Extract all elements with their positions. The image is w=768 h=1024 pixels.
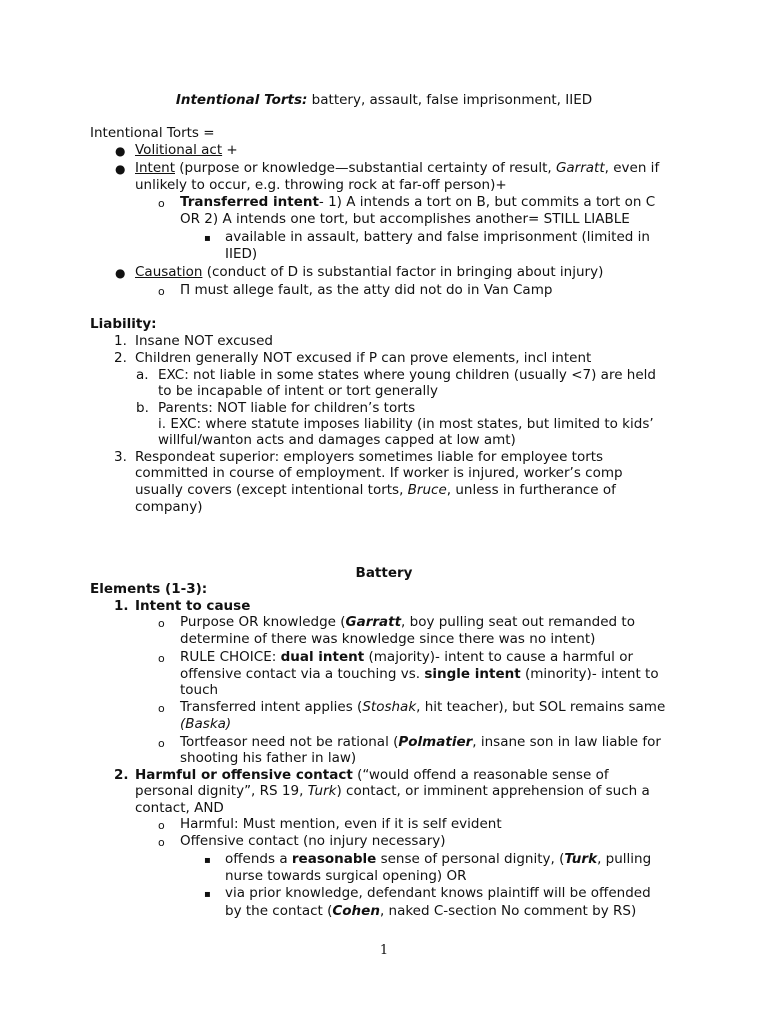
rule-text: RULE CHOICE:	[180, 649, 281, 665]
list-number: 2.	[114, 350, 127, 366]
page-number: 1	[379, 943, 389, 958]
case-name: Turk	[564, 851, 598, 867]
list-item-prior-knowledge: via prior knowledge, defendant knows plaintiff will be offended	[225, 885, 651, 901]
elements-heading-text: Elements (1-3):	[90, 581, 208, 597]
number-text: 2.	[114, 767, 129, 783]
harmful-contact-text: (“would offend a reasonable sense of	[352, 767, 609, 783]
element-harmful-contact	[135, 767, 609, 784]
transferred-applies-text: , hit teacher), but SOL remains same	[416, 699, 666, 715]
offends-text: sense of personal dignity, (	[376, 851, 565, 867]
prior-knowledge-text: by the contact (	[225, 903, 333, 919]
circle-bullet-icon: o	[158, 702, 165, 715]
prior-knowledge-text: , naked C-section No comment by RS)	[379, 903, 637, 919]
circle-bullet-icon: o	[158, 285, 165, 298]
rule-choice-continued: touch	[180, 682, 219, 698]
intent-continued: unlikely to occur, e.g. throwing rock at far-off person)+	[135, 177, 507, 193]
harmful-contact-continued	[135, 783, 650, 800]
case-name: Stoshak	[362, 699, 417, 715]
case-name: Turk	[307, 783, 337, 799]
liability-heading-text: Liability:	[90, 316, 157, 332]
exc-statute-continued: willful/wanton acts and damages capped at low amt)	[158, 432, 516, 448]
single-intent-label: single intent	[424, 666, 521, 682]
list-letter: a.	[136, 367, 149, 383]
list-item-available: available in assault, battery and false imprisonment (limited in	[225, 229, 650, 245]
page-title	[0, 92, 768, 109]
exc-young-continued: to be incapable of intent or tort generally	[158, 383, 438, 399]
causation-label: Causation	[135, 264, 203, 280]
circle-bullet-icon: o	[158, 652, 165, 665]
rule-text: offensive contact via a touching vs.	[180, 666, 425, 682]
element-intent-to-cause	[135, 598, 250, 615]
element-title: Intent to cause	[135, 598, 251, 614]
harmful-contact-continued: contact, AND	[135, 800, 224, 816]
respondeat-text: usually covers (except intentional torts,	[135, 482, 408, 498]
case-name: Garratt	[555, 160, 605, 176]
rule-text: (minority)- intent to	[520, 666, 659, 682]
element-title: Harmful or offensive contact	[135, 767, 353, 783]
respondeat-continued: company)	[135, 499, 203, 515]
tortfeasor-text: , insane son in law liable for	[472, 734, 661, 750]
title-bold: Intentional Torts:	[175, 92, 308, 108]
list-item-children: Children generally NOT excused if P can prove elements, incl intent	[135, 350, 592, 366]
transferred-continued: OR 2) A intends one tort, but accomplishes another= STILL LIABLE	[180, 211, 630, 227]
number-text: 1.	[114, 598, 129, 614]
list-number: 3.	[114, 449, 127, 465]
list-item-parents: Parents: NOT liable for children’s torts	[158, 400, 416, 416]
list-item-offends-reasonable	[225, 851, 651, 868]
case-name: Polmatier	[398, 734, 473, 750]
list-item-allege-fault: Π must allege fault, as the atty did not do in Van Camp	[180, 282, 553, 298]
dual-intent-label: dual intent	[280, 649, 365, 665]
list-item-exc-statute: i. EXC: where statute imposes liability (in most states, but limited to kids’	[158, 416, 654, 432]
tortfeasor-continued: shooting his father in law)	[180, 750, 357, 766]
transferred-applies-text: Transferred intent applies (	[180, 699, 363, 715]
square-bullet-icon: ▪	[204, 889, 211, 900]
section-heading-intentional-torts: Intentional Torts =	[90, 125, 215, 141]
tortfeasor-text: Tortfeasor need not be rational (	[180, 734, 399, 750]
list-number: 1.	[114, 333, 127, 349]
section-heading-liability	[90, 316, 157, 333]
list-item-insane: Insane NOT excused	[135, 333, 273, 349]
offends-text: offends a	[225, 851, 292, 867]
section-heading-battery	[0, 565, 768, 582]
respondeat-text: , unless in furtherance of	[446, 482, 616, 498]
purpose-continued: determine of there was knowledge since there was no intent)	[180, 631, 596, 647]
harmful-contact-text: ) contact, or imminent apprehension of such a	[336, 783, 650, 799]
list-item-purpose	[180, 614, 635, 631]
list-item-intent	[135, 160, 659, 177]
square-bullet-icon: ▪	[204, 855, 211, 866]
volitional-label: Volitional act	[135, 142, 223, 158]
case-name: Cohen	[332, 903, 380, 919]
elements-heading	[90, 581, 207, 598]
list-number	[114, 598, 129, 615]
harmful-contact-text: personal dignity”, RS 19,	[135, 783, 308, 799]
offends-continued: nurse towards surgical opening) OR	[225, 868, 467, 884]
list-item-transferred-applies	[180, 699, 665, 716]
intent-label: Intent	[135, 160, 175, 176]
list-item-transferred-intent	[180, 194, 655, 211]
purpose-text: , boy pulling seat out remanded to	[401, 614, 635, 630]
case-name: Bruce	[407, 482, 447, 498]
battery-title: Battery	[355, 565, 413, 581]
case-name: (Baska)	[180, 716, 232, 732]
bullet-icon: ●	[115, 162, 126, 176]
prior-knowledge-continued	[225, 903, 636, 920]
list-item-rule-choice	[180, 649, 633, 666]
circle-bullet-icon: o	[158, 836, 165, 849]
list-letter: b.	[136, 400, 149, 416]
title-rest: battery, assault, false imprisonment, IIED	[307, 92, 593, 108]
transferred-applies-continued	[180, 716, 231, 733]
circle-bullet-icon: o	[158, 819, 165, 832]
list-number	[114, 767, 129, 784]
list-item-respondeat: Respondeat superior: employers sometimes liable for employee torts	[135, 449, 604, 465]
case-name: Garratt	[345, 614, 402, 630]
circle-bullet-icon: o	[158, 197, 165, 210]
available-continued: IIED)	[225, 246, 258, 262]
respondeat-continued	[135, 482, 616, 499]
causation-text: (conduct of D is substantial factor in bringing about injury)	[202, 264, 604, 280]
circle-bullet-icon: o	[158, 737, 165, 750]
intent-text: (purpose or knowledge—substantial certainty of result,	[175, 160, 556, 176]
rule-choice-continued	[180, 666, 659, 683]
bullet-icon: ●	[115, 144, 126, 158]
bullet-icon: ●	[115, 266, 126, 280]
list-item-offensive: Offensive contact (no injury necessary)	[180, 833, 446, 849]
respondeat-continued: committed in course of employment. If worker is injured, worker’s comp	[135, 465, 623, 481]
transferred-text: - 1) A intends a tort on B, but commits a tort on C	[318, 194, 656, 210]
rule-text: (majority)- intent to cause a harmful or	[364, 649, 634, 665]
offends-text: , pulling	[597, 851, 652, 867]
square-bullet-icon: ▪	[204, 233, 211, 244]
reasonable-label: reasonable	[291, 851, 377, 867]
transferred-label: Transferred intent	[180, 194, 319, 210]
list-item-tortfeasor	[180, 734, 661, 751]
circle-bullet-icon: o	[158, 617, 165, 630]
list-item-causation	[135, 264, 603, 281]
volitional-tail: +	[222, 142, 238, 158]
list-item-volitional	[135, 142, 238, 159]
list-item-exc-young: EXC: not liable in some states where young children (usually <7) are held	[158, 367, 656, 383]
intent-text: , even if	[604, 160, 660, 176]
list-item-harmful: Harmful: Must mention, even if it is self evident	[180, 816, 502, 832]
purpose-text: Purpose OR knowledge (	[180, 614, 346, 630]
